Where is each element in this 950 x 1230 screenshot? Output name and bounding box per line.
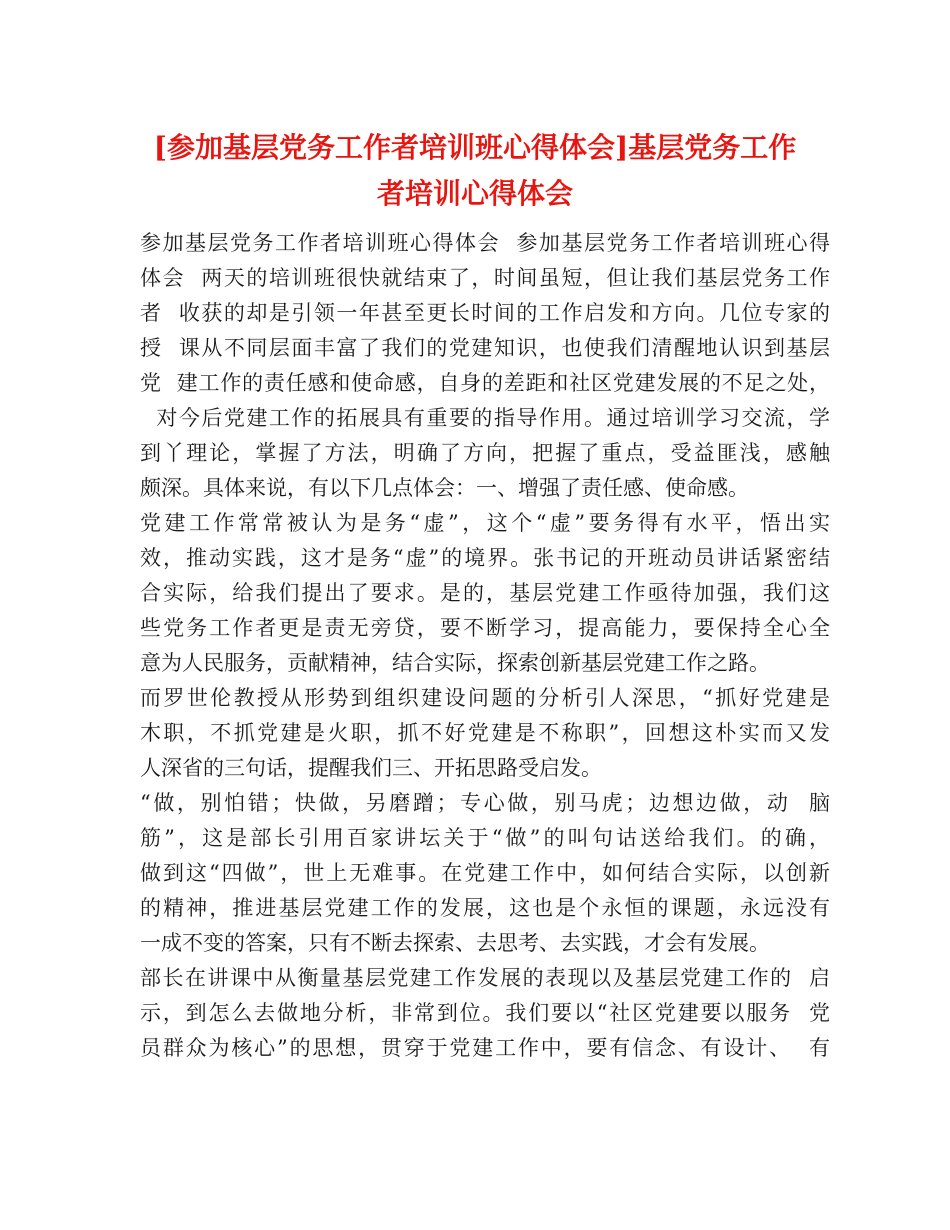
body-line: 授 课从不同层面丰富了我们的党建知识，也使我们清醒地认识到基层: [140, 336, 830, 360]
body-line: 到丫理论，掌握了方法，明确了方向，把握了重点，受益匪浅，感触: [140, 441, 830, 465]
body-line: 参加基层党务工作者培训班心得体会 参加基层党务工作者培训班心得: [140, 231, 830, 255]
body-line: 筋”，这是部长引用百家讲坛关于“做”的叫句诂送给我们。的确，: [140, 826, 830, 850]
body-line: 颇深。具体来说，有以下几点体会：一、增强了责任感、使命感。: [140, 476, 749, 500]
body-line: “做，别怕错；快做，另磨蹭；专心做，别马虎；边想边做，动 脑: [140, 791, 830, 815]
body-line: 的精神，推进基层党建工作的发展，这也是个永恒的课题，永远没有: [140, 896, 830, 920]
body-line: 党 建工作的责任感和使命感，自身的差距和社区党建发展的不足之处，: [140, 371, 830, 395]
body-line: 人深省的三句话，提醒我们三、开拓思路受启发。: [140, 756, 602, 780]
body-line: 者 收获的却是引领一年甚至更长时间的工作启发和方向。几位专家的: [140, 301, 830, 325]
body-line: 合实际，给我们提出了要求。是的，基层党建工作亟待加强，我们这: [140, 581, 830, 605]
document-title-line-2: 者培训心得体会: [376, 177, 573, 210]
body-line: 员群众为核心”的思想，贯穿于党建工作中，要有信念、有设计、 有: [140, 1036, 830, 1060]
body-line: 党建工作常常被认为是务“虚”，这个“虚”要务得有水平，悟出实: [140, 511, 830, 535]
body-line: 示，到怎么去做地分析，非常到位。我们要以“社区党建要以服务 党: [140, 1001, 830, 1025]
body-line: 而罗世伦教授从形势到组织建设问题的分析引人深思，“抓好党建是: [140, 686, 830, 710]
body-line: 意为人民服务，贡献精神，结合实际，探索创新基层党建工作之路。: [140, 651, 770, 675]
body-line: 木职，不抓党建是火职，抓不好党建是不称职”，回想这朴实而又发: [140, 721, 830, 745]
body-line: 一成不变的答案，只有不断去探索、去思考、去实践，才会有发展。: [140, 931, 770, 955]
body-line: 效，推动实践，这才是务“虚”的境界。张书记的开班动员讲话紧密结: [140, 546, 830, 570]
body-line: 体会 两天的培训班很快就结束了，时间虽短，但让我们基层党务工作: [140, 266, 830, 290]
body-line: 些党务工作者更是责无旁贷，要不断学习，提高能力，要保持全心全: [140, 616, 830, 640]
body-line: 部长在讲课中从衡量基层党建工作发展的表现以及基层党建工作的 启: [140, 966, 830, 990]
document-title-line-1: [参加基层党务工作者培训班心得体会]基层党务工作: [153, 131, 797, 164]
body-line: 对今后党建工作的拓展具有重要的指导作用。通过培训学习交流，学: [140, 406, 830, 430]
body-line: 做到这“四做”，世上无难事。在党建工作中，如何结合实际，以创新: [140, 861, 830, 885]
document-body: [140, 226, 830, 1066]
